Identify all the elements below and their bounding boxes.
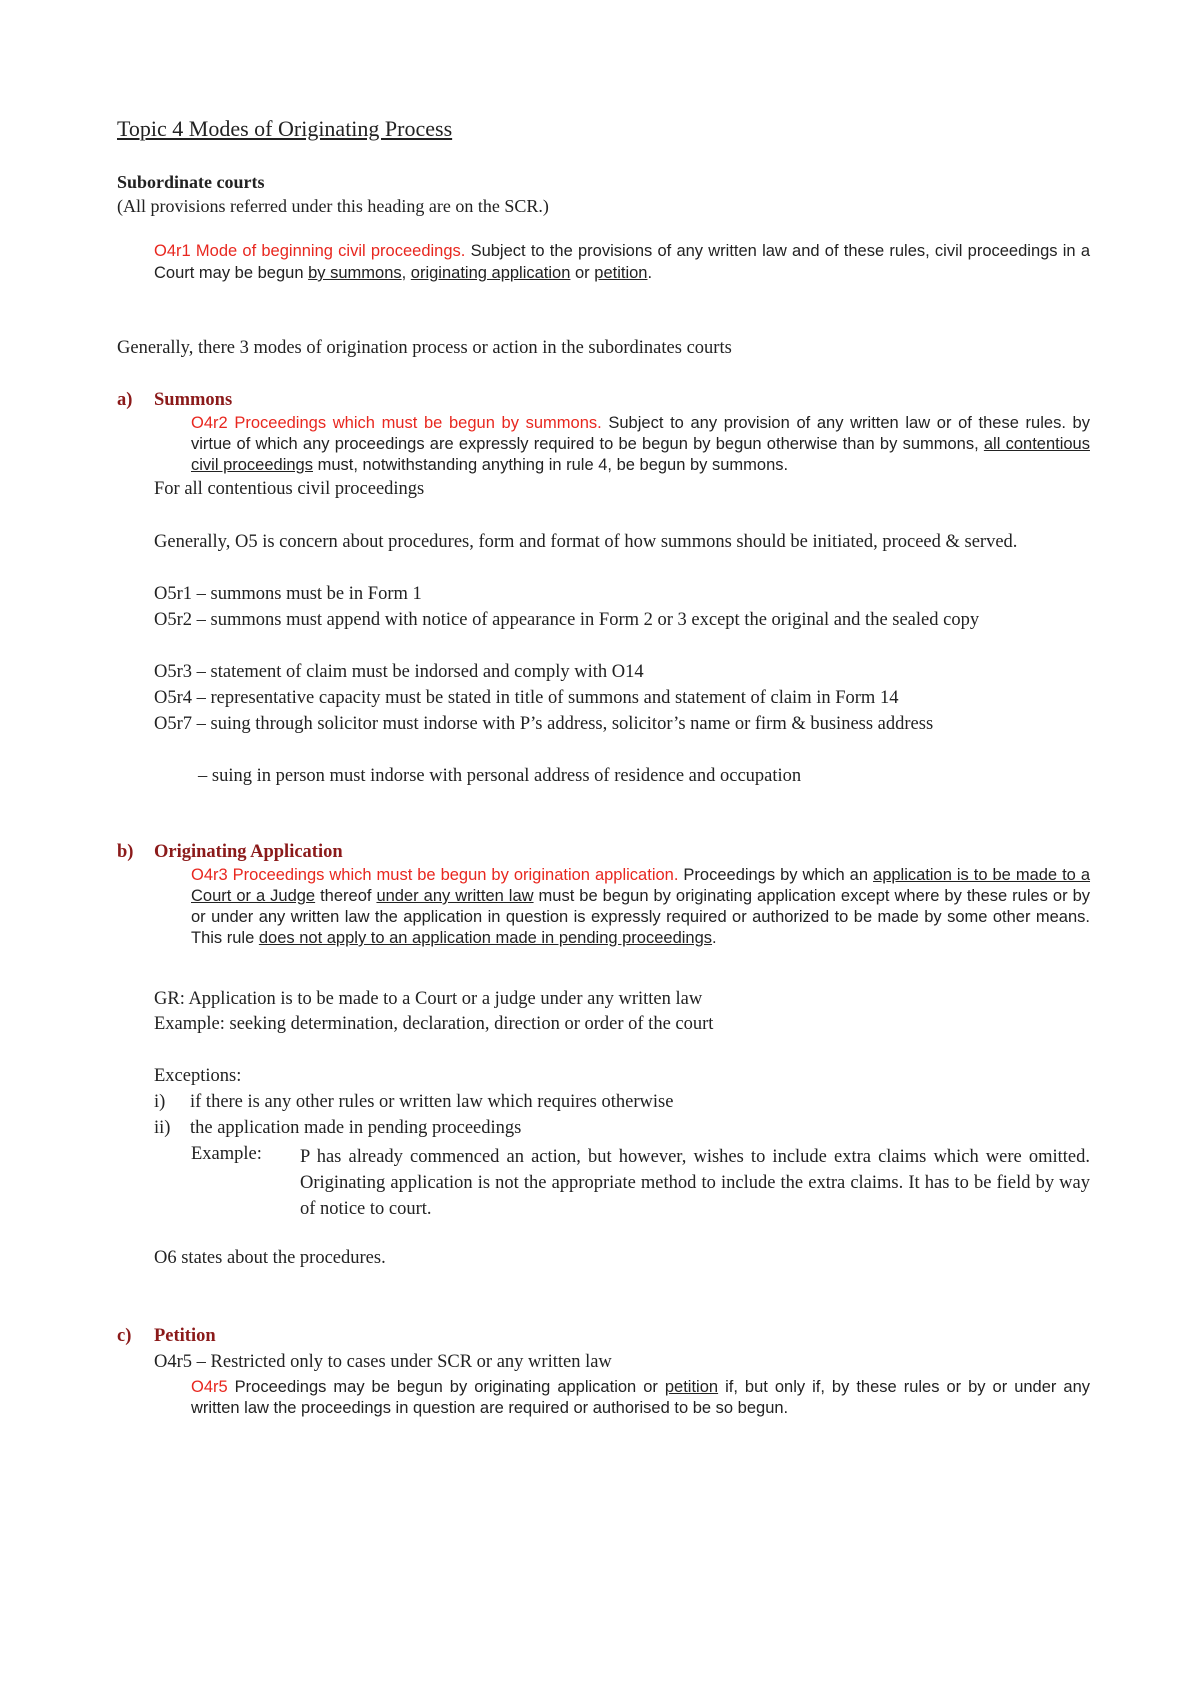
section-letter-c: c) xyxy=(117,1326,132,1346)
underlined-written-law: under any written law xyxy=(376,887,534,905)
rule-o4r2-text-end: must, notwithstanding anything in rule 4, be begun by summons. xyxy=(312,456,789,474)
underlined-contentious-proceedings: all contentious civil proceedings xyxy=(191,435,1090,474)
rule-o5r1: O5r1 – summons must be in Form 1 xyxy=(154,584,422,604)
exceptions-heading: Exceptions: xyxy=(154,1066,242,1086)
section-heading-originating-application: Originating Application xyxy=(154,842,343,862)
rule-o5r2: O5r2 – summons must append with notice of appearance in Form 2 or 3 except the original and the sealed copy xyxy=(154,610,980,630)
summons-general: Generally, O5 is concern about procedures, form and format of how summons should be initiated, proceed & served. xyxy=(154,532,1018,552)
general-rule: GR: Application is to be made to a Court or a judge under any written law xyxy=(154,989,703,1009)
o6-note: O6 states about the procedures. xyxy=(154,1248,386,1268)
petition-o4r5-line: O4r5 – Restricted only to cases under SCR or any written law xyxy=(154,1352,612,1372)
rule-o4r5-label: O4r5 xyxy=(191,1378,228,1396)
section-letter-a: a) xyxy=(117,390,133,410)
separator: or xyxy=(570,264,595,282)
rule-o5r7: O5r7 – suing through solicitor must indorse with P’s address, solicitor’s name or firm & business address xyxy=(154,714,934,734)
exception-number: i) xyxy=(154,1092,166,1112)
exception-text: if there is any other rules or written law which requires otherwise xyxy=(190,1092,674,1112)
underlined-petition: petition xyxy=(664,1378,719,1396)
rule-o4r1-label: O4r1 Mode of beginning civil proceedings. xyxy=(154,242,466,260)
underlined-by-summons: by summons xyxy=(308,264,402,282)
rule-o4r2-paragraph xyxy=(191,413,1090,476)
rule-o5r7-in-person: – suing in person must indorse with personal address of residence and occupation xyxy=(198,766,802,786)
example-label: Example: xyxy=(191,1144,262,1164)
period: . xyxy=(712,929,717,947)
summons-scope: For all contentious civil proceedings xyxy=(154,479,425,499)
rule-o4r3-text: thereof xyxy=(315,887,377,905)
section-heading-petition: Petition xyxy=(154,1326,216,1346)
rule-o4r3-text: Proceedings by which an xyxy=(678,866,874,884)
rule-o4r3-text: must be begun by originating application except where by these rules or by or under any written law the application in question is expressly required or authorized to be made by some other means. This rule xyxy=(191,887,1090,947)
rule-o4r1-text: Subject to the provisions of any written law and of these rules, civil proceedings in a Court may be begun xyxy=(154,242,1090,282)
subordinate-note: (All provisions referred under this heading are on the SCR.) xyxy=(117,196,549,216)
general-statement: Generally, there 3 modes of origination process or action in the subordinates courts xyxy=(117,338,732,358)
separator: , xyxy=(401,264,411,282)
rule-o4r5-text-end: if, but only if, by these rules or by or under any written law the proceedings in question are required or authorised to be so begun. xyxy=(191,1378,1090,1417)
rule-o4r1-paragraph xyxy=(154,240,1090,284)
rule-o4r3-label: O4r3 Proceedings which must be begun by origination application. xyxy=(191,866,679,884)
underlined-originating-application: originating application xyxy=(410,264,571,282)
underlined-petition: petition xyxy=(594,264,648,282)
underlined-application-to-court: application is to be made to a Court or a Judge xyxy=(191,866,1091,905)
rule-o4r3-paragraph xyxy=(191,865,1090,949)
period: . xyxy=(647,264,653,282)
exception-item-ii xyxy=(154,1118,521,1139)
rule-o5r3: O5r3 – statement of claim must be indorsed and comply with O14 xyxy=(154,662,644,682)
exception-number: ii) xyxy=(154,1118,171,1138)
rule-o4r5-text: Proceedings may be begun by originating application or xyxy=(227,1378,665,1396)
section-heading-summons: Summons xyxy=(154,390,233,410)
example-text: P has already commenced an action, but however, wishes to include extra claims which were omitted. Originating application is not the appropriate method to include the extra claims. It has to be field by way of notice to court. xyxy=(300,1147,1090,1219)
section-heading-subordinate-courts: Subordinate courts xyxy=(117,172,265,192)
rule-o4r2-text: Subject to any provision of any written law or of these rules. by virtue of which any proceedings are expressly required to be begun by begun otherwise than by summons, xyxy=(191,414,1090,453)
rule-o4r5-paragraph xyxy=(191,1377,1090,1419)
rule-o5r4: O5r4 – representative capacity must be stated in title of summons and statement of claim in Form 14 xyxy=(154,688,899,708)
section-letter-b: b) xyxy=(117,842,134,862)
underlined-pending-proceedings: does not apply to an application made in pending proceedings xyxy=(258,929,713,947)
page-title: Topic 4 Modes of Originating Process xyxy=(117,116,453,141)
example-line: Example: seeking determination, declaration, direction or order of the court xyxy=(154,1014,714,1034)
rule-o4r2-label: O4r2 Proceedings which must be begun by summons. xyxy=(191,414,602,432)
exception-text: the application made in pending proceedings xyxy=(190,1118,522,1138)
exception-item-i xyxy=(154,1092,673,1113)
